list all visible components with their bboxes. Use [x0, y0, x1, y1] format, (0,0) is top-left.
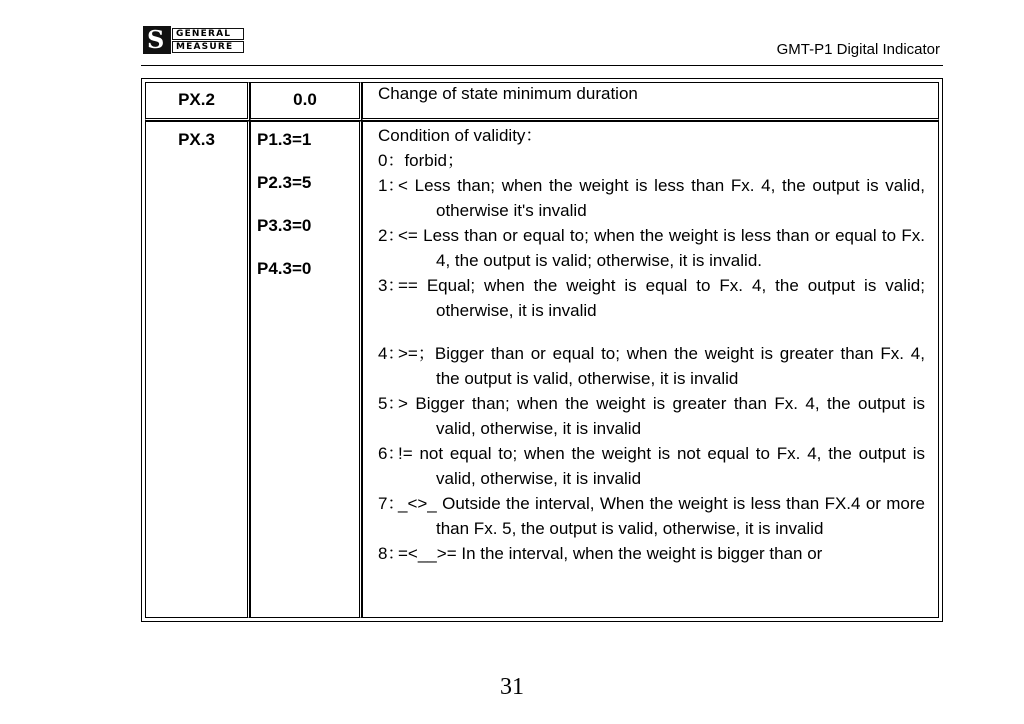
- param-default: 0.0: [250, 82, 362, 121]
- condition-item: 1：< Less than; when the weight is less than Fx. 4, the output is valid, otherwise it's invalid: [378, 176, 925, 220]
- param-description: [362, 121, 939, 618]
- header-divider: [141, 65, 943, 66]
- table-row: [145, 121, 939, 618]
- logo-text: [172, 28, 244, 53]
- logo-mark-icon: S: [143, 26, 171, 54]
- condition-item: 8：=<__>= In the interval, when the weight is bigger than or: [378, 544, 823, 563]
- condition-item: 6：!= not equal to; when the weight is not equal to Fx. 4, the output is valid, otherwise, it is invalid: [378, 444, 925, 488]
- company-logo: [143, 26, 244, 54]
- param-code: PX.2: [145, 82, 250, 121]
- condition-forbid: 0：forbid；: [378, 151, 464, 170]
- condition-intro: Condition of validity：: [378, 126, 543, 145]
- param-code: PX.3: [145, 121, 250, 618]
- param-description: Change of state minimum duration: [362, 82, 939, 121]
- condition-item: 5：> Bigger than; when the weight is greater than Fx. 4, the output is valid, otherwise, it is invalid: [378, 394, 925, 438]
- condition-item: 7：_<>_ Outside the interval, When the weight is less than FX.4 or more than Fx. 5, the output is valid, otherwise, it is invalid: [378, 494, 925, 538]
- parameter-table: [145, 82, 939, 618]
- default-value: P1.3=1: [257, 130, 312, 149]
- condition-item: 2：<= Less than or equal to; when the weight is less than or equal to Fx. 4, the output is valid; otherwise, it is invalid.: [378, 226, 925, 270]
- logo-line-1: GENERAL: [172, 28, 244, 40]
- page-number: 31: [500, 674, 524, 700]
- logo-line-2: MEASURE: [172, 41, 244, 53]
- document-title: GMT-P1 Digital Indicator: [776, 41, 940, 58]
- default-value: P3.3=0: [257, 216, 312, 235]
- condition-item: 3：== Equal; when the weight is equal to Fx. 4, the output is valid; otherwise, it is invalid: [378, 276, 925, 320]
- param-defaults: [250, 121, 362, 618]
- default-value: P2.3=5: [257, 173, 312, 192]
- condition-item: 4：>=；Bigger than or equal to; when the weight is greater than Fx. 4, the output is valid, otherwise, it is invalid: [378, 344, 925, 388]
- parameter-table-frame: [141, 78, 943, 622]
- default-value: P4.3=0: [257, 259, 312, 278]
- table-row: [145, 82, 939, 121]
